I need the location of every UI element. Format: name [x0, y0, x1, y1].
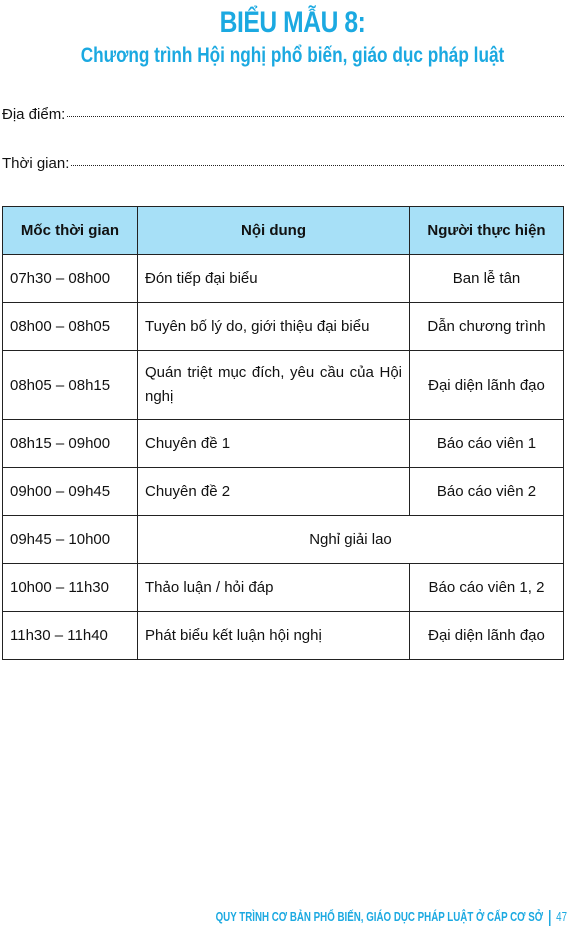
table-row [3, 420, 564, 468]
table-row [3, 612, 564, 660]
header-time: Mốc thời gian [3, 207, 138, 255]
row-content: Chuyên đề 1 [138, 420, 410, 468]
row-time: 08h00 – 08h05 [3, 303, 138, 351]
time-field [2, 155, 564, 172]
table-row [3, 255, 564, 303]
schedule-table [2, 206, 564, 660]
row-person: Báo cáo viên 2 [410, 468, 564, 516]
table-header-row [3, 207, 564, 255]
row-time: 09h00 – 09h45 [3, 468, 138, 516]
row-time: 08h15 – 09h00 [3, 420, 138, 468]
row-content: Phát biểu kết luận hội nghị [138, 612, 410, 660]
row-time: 10h00 – 11h30 [3, 564, 138, 612]
page-title: BIỂU MẪU 8: [219, 6, 366, 39]
table-row [3, 564, 564, 612]
time-dotted-line [71, 164, 564, 166]
location-dotted-line [67, 115, 564, 117]
row-content-break: Nghỉ giải lao [138, 516, 564, 564]
row-person: Báo cáo viên 1, 2 [410, 564, 564, 612]
page-number: 47 [556, 909, 567, 924]
table-row [3, 351, 564, 420]
row-person: Đại diện lãnh đạo [410, 612, 564, 660]
row-content: Chuyên đề 2 [138, 468, 410, 516]
footer-text: QUY TRÌNH CƠ BẢN PHỔ BIẾN, GIÁO DỤC PHÁP LUẬT Ở CẤP CƠ SỞ [215, 909, 544, 924]
page-subtitle: Chương trình Hội nghị phổ biến, giáo dục pháp luật [80, 44, 505, 67]
row-time: 08h05 – 08h15 [3, 351, 138, 420]
row-time: 11h30 – 11h40 [3, 612, 138, 660]
row-person: Ban lễ tân [410, 255, 564, 303]
location-label: Địa điểm: [2, 106, 66, 123]
row-time: 07h30 – 08h00 [3, 255, 138, 303]
time-label: Thời gian: [2, 155, 70, 172]
row-content: Tuyên bố lý do, giới thiệu đại biểu [138, 303, 410, 351]
header-person: Người thực hiện [410, 207, 564, 255]
row-content: Đón tiếp đại biểu [138, 255, 410, 303]
table-row [3, 516, 564, 564]
row-content: Thảo luận / hỏi đáp [138, 564, 410, 612]
row-time: 09h45 – 10h00 [3, 516, 138, 564]
page-footer [142, 909, 567, 926]
table-row [3, 303, 564, 351]
row-person: Đại diện lãnh đạo [410, 351, 564, 420]
table-row [3, 468, 564, 516]
header-content: Nội dung [138, 207, 410, 255]
row-content: Quán triệt mục đích, yêu cầu của Hội nghị [138, 351, 410, 420]
row-person: Dẫn chương trình [410, 303, 564, 351]
location-field [2, 106, 564, 123]
row-person: Báo cáo viên 1 [410, 420, 564, 468]
footer-divider [549, 910, 550, 926]
